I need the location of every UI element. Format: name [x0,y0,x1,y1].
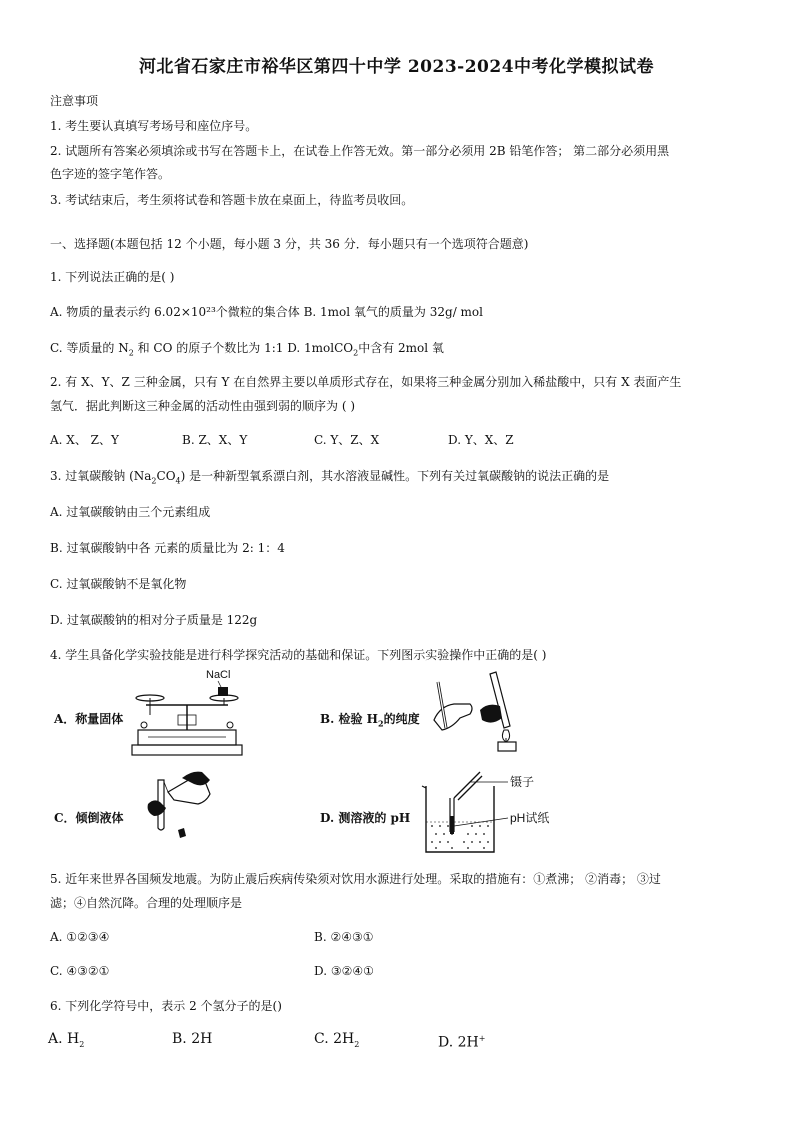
option-d: D. 测溶液的 pH [320,811,411,825]
ph-paper-label: pH试纸 [510,811,550,825]
option-line: C. 等质量的 $N_2$ 和 CO 的原子个数比为 1:1 D. 1molCO$_2$中含有 2mol 氧 [50,341,444,358]
option-b: B. 检验 $H_2$的纯度 [320,712,420,729]
question-stem: 4. 学生具备化学实验技能是进行科学探究活动的基础和保证。下列图示实验操作中正确的是( ) [50,648,547,662]
option-b: B. 2H [172,1031,213,1047]
nacl-label: NaCl [206,669,231,681]
ph-test-figure [420,768,560,856]
option-d: D. 过氧碳酸钠的相对分子质量是 122g [50,613,258,627]
option-a: A. $H_2$ [48,1031,85,1049]
question-stem: 5. 近年来世界各国频发地震。为防止震后疾病传染须对饮用水源进行处理。采取的措施有：①煮沸； ②消毒； ③过 [50,872,661,886]
option-b: B. Z、X、Y [182,433,248,447]
page-title: 河北省石家庄市裕华区第四十中学 2023-2024中考化学模拟试卷 [138,57,655,77]
question-stem: 滤；④自然沉降。合理的处理顺序是 [50,896,243,910]
balance-figure [128,665,248,760]
notice-item: 1. 考生要认真填写考场号和座位序号。 [50,119,258,133]
option-b: B. 过氧碳酸钠中各 元素的质量比为 2: 1：4 [50,541,285,555]
tweezers-label: 镊子 [510,775,535,789]
option-c: C．倾倒液体 [54,811,124,825]
question-stem: 3. 过氧碳酸钠 $(Na_2CO_4)$ 是一种新型氧系漂白剂，其水溶液显碱性。下列有关过氧碳酸钠的说法正确的是 [50,469,610,486]
option-c: C. $2H_2$ [314,1031,360,1049]
option-d: D. Y、X、Z [448,433,514,447]
hydrogen-test-figure [430,668,525,753]
option-c: C. ④③②① [50,964,110,978]
option-c: C. Y、Z、X [314,433,380,447]
pouring-figure [140,770,220,840]
section-heading: 一、选择题(本题包括 12 个小题，每小题 3 分，共 36 分．每小题只有一个选项符合题意) [50,237,529,251]
option-d: D. 2H+ [438,1034,486,1051]
question-stem: 2. 有 X、Y、Z 三种金属，只有 Y 在自然界主要以单质形式存在，如果将三种金属分别加入稀盐酸中，只有 X 表面产生 [50,375,682,389]
notice-item: 色字迹的签字笔作答。 [50,167,171,181]
notice-item: 2. 试题所有答案必须填涂或书写在答题卡上，在试卷上作答无效。第一部分必须用 2B 铅笔作答； 第二部分必须用黑 [50,144,670,158]
option-b: B. ②④③① [314,930,374,944]
notice-heading: 注意事项 [50,94,99,108]
option-c: C. 过氧碳酸钠不是氧化物 [50,577,187,591]
option-line: A. 物质的量表示约 6.02×10²³个微粒的集合体 B. 1mol 氧气的质量为 32g/ mol [50,305,483,319]
option-d: D. ③②④① [314,964,374,978]
question-stem: 氢气．据此判断这三种金属的活动性由强到弱的顺序为 ( ) [50,399,355,413]
option-a: A. ①②③④ [50,930,110,944]
option-a: A．称量固体 [54,712,124,726]
question-stem: 6. 下列化学符号中，表示 2 个氢分子的是() [50,999,282,1013]
option-a: A. 过氧碳酸钠由三个元素组成 [50,505,211,519]
question-stem: 1. 下列说法正确的是( ) [50,270,175,284]
notice-item: 3. 考试结束后，考生须将试卷和答题卡放在桌面上，待监考员收回。 [50,193,414,207]
option-a: A. X、 Z、Y [50,433,119,447]
